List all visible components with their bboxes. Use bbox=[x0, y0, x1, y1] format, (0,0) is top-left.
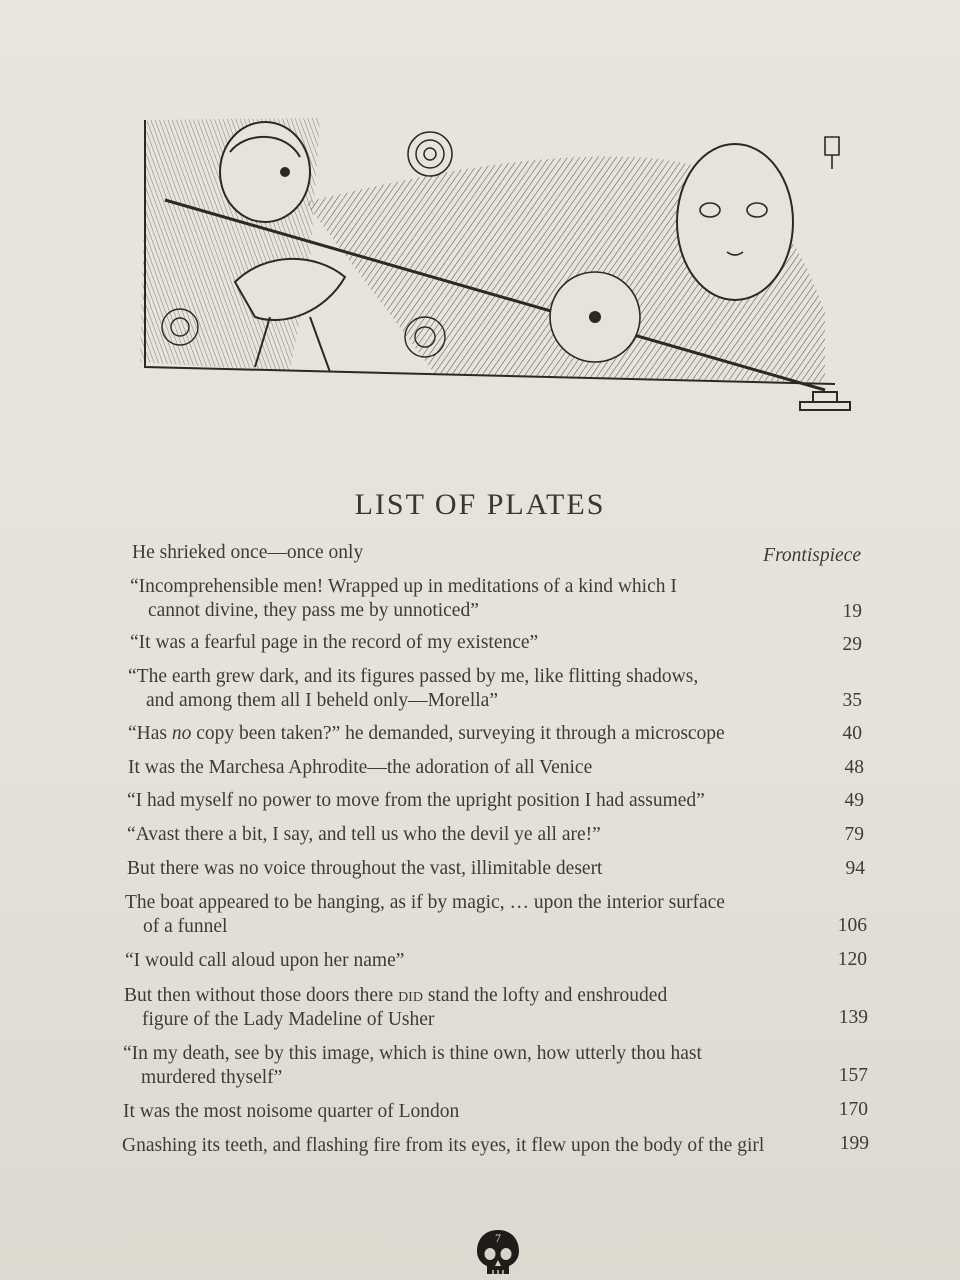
plate-page: 48 bbox=[844, 757, 864, 778]
plate-caption: “Incomprehensible men! Wrapped up in meditations of a kind which I cannot divine, they pass me by unnoticed” bbox=[130, 576, 677, 621]
plate-page: 199 bbox=[839, 1133, 869, 1154]
page-number: 7 bbox=[495, 1231, 501, 1245]
plate-page: Frontispiece bbox=[763, 545, 861, 566]
plate-caption: “It was a fearful page in the record of my existence” bbox=[130, 632, 539, 653]
plate-caption: “Has no copy been taken?” he demanded, surveying it through a microscope bbox=[128, 723, 725, 744]
plate-page: 29 bbox=[842, 634, 862, 655]
list-of-plates-heading: LIST OF PLATES bbox=[354, 488, 606, 521]
plate-page: 139 bbox=[838, 1007, 868, 1028]
plate-page: 157 bbox=[838, 1065, 868, 1086]
plate-caption: But then without those doors there did stand the lofty and enshrouded figure of the Lady Madeline of Usher bbox=[124, 985, 668, 1030]
plate-caption: “In my death, see by this image, which is thine own, how utterly thou hast murdered thyself” bbox=[123, 1043, 702, 1088]
plate-page: 35 bbox=[842, 690, 862, 711]
plate-caption: The boat appeared to be hanging, as if by magic, … upon the interior surface of a funnel bbox=[125, 892, 725, 937]
plate-caption: “The earth grew dark, and its figures passed by me, like flitting shadows, and among them all I beheld only—Morella” bbox=[128, 666, 699, 711]
plate-page: 49 bbox=[844, 790, 864, 811]
plate-page: 79 bbox=[844, 824, 864, 845]
plate-caption: It was the Marchesa Aphrodite—the adoration of all Venice bbox=[128, 757, 593, 778]
plate-page: 170 bbox=[838, 1099, 868, 1120]
plate-caption: “I would call aloud upon her name” bbox=[125, 950, 405, 971]
plate-page: 94 bbox=[845, 858, 865, 879]
plate-caption: It was the most noisome quarter of London bbox=[123, 1101, 460, 1122]
plate-page: 106 bbox=[837, 915, 867, 936]
plate-caption: Gnashing its teeth, and flashing fire from its eyes, it flew upon the body of the girl bbox=[122, 1135, 765, 1156]
plate-caption: “I had myself no power to move from the upright position I had assumed” bbox=[127, 790, 705, 811]
plate-page: 120 bbox=[837, 949, 867, 970]
plate-caption: “Avast there a bit, I say, and tell us who the devil ye all are!” bbox=[127, 824, 601, 845]
plate-caption: He shrieked once—once only bbox=[132, 542, 364, 563]
plate-page: 19 bbox=[842, 601, 862, 622]
plate-page: 40 bbox=[842, 723, 862, 744]
plate-caption: But there was no voice throughout the vast, illimitable desert bbox=[127, 858, 603, 879]
